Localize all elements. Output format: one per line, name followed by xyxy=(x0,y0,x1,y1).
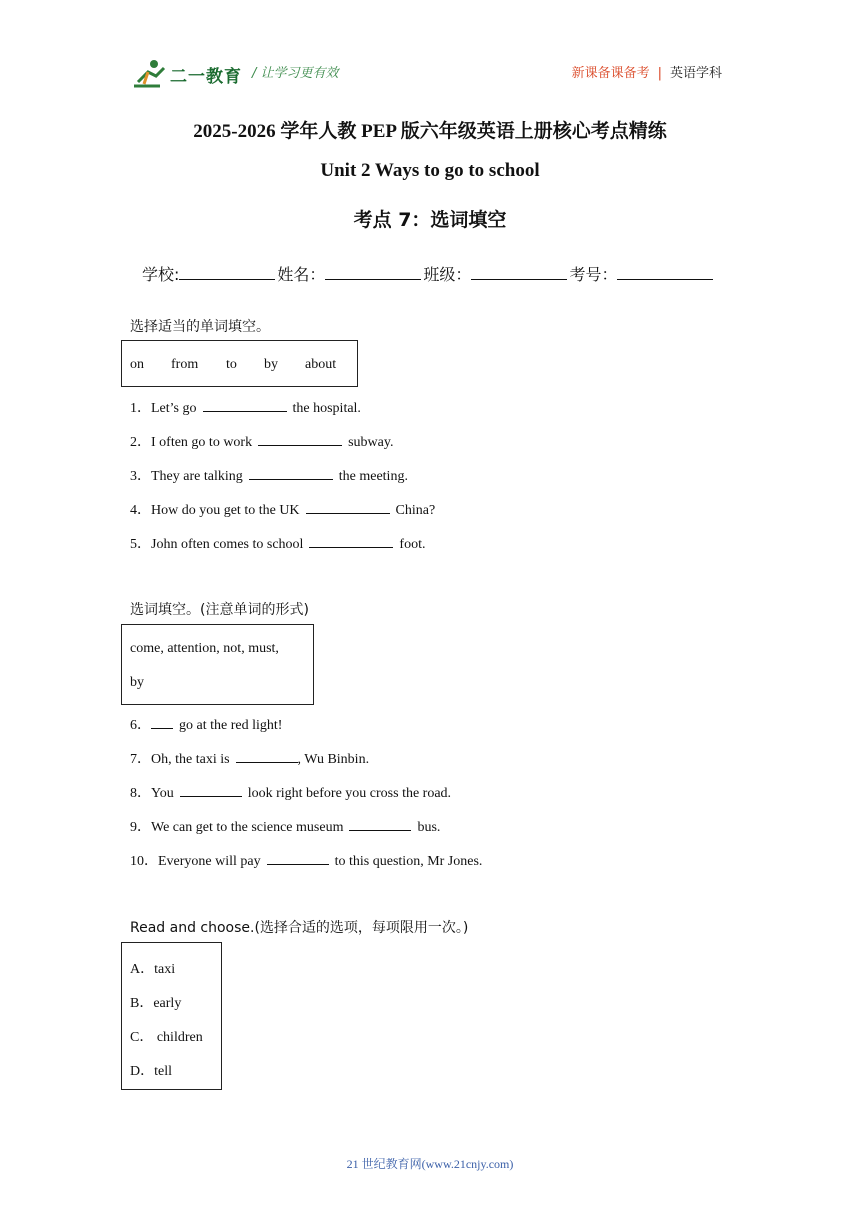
word-bank-item: on xyxy=(130,357,144,372)
school-label: 学校: xyxy=(142,265,180,284)
word-bank-1 xyxy=(121,340,358,387)
answer-blank[interactable] xyxy=(180,784,242,797)
logo-text: 二一教育 xyxy=(170,67,242,87)
page-title: 2025-2026 学年人教 PEP 版六年级英语上册核心考点精练 xyxy=(193,121,667,142)
header-subject-name: 英语学科 xyxy=(669,66,722,81)
class-label: 班级： xyxy=(423,265,472,284)
question-4: 4．How do you get to the UK China? xyxy=(130,503,436,518)
question-6: 6． go at the red light! xyxy=(130,718,283,733)
word-bank-item: to xyxy=(226,357,237,372)
unit-title: Unit 2 Ways to go to school xyxy=(320,160,540,181)
school-blank[interactable] xyxy=(179,263,275,280)
word-bank-item: by xyxy=(264,357,278,372)
answer-blank[interactable] xyxy=(258,433,342,446)
question-8: 8．You look right before you cross the road. xyxy=(130,786,452,801)
word-bank-line: come, attention, not, must, xyxy=(130,641,279,656)
answer-blank[interactable] xyxy=(267,852,329,865)
section1-instruction: 选择适当的单词填空。 xyxy=(130,319,270,335)
question-9: 9．We can get to the science museum bus. xyxy=(130,820,441,835)
answer-blank[interactable] xyxy=(249,467,333,480)
word-bank-line: by xyxy=(130,675,144,690)
question-10: 10．Everyone will pay to this question, Mr Jones. xyxy=(130,854,483,869)
question-5: 5．John often comes to school foot. xyxy=(130,537,426,552)
option-c: C． children xyxy=(130,1030,203,1045)
answer-blank[interactable] xyxy=(236,750,298,763)
word-bank-item: about xyxy=(305,357,337,372)
header-subject xyxy=(572,62,722,81)
header-separator: | xyxy=(657,66,662,81)
question-1: 1．Let’s go the hospital. xyxy=(130,401,361,416)
name-blank[interactable] xyxy=(325,263,421,280)
option-a: A．taxi xyxy=(130,962,176,977)
question-7: 7．Oh, the taxi is , Wu Binbin. xyxy=(130,752,370,767)
section2-instruction: 选词填空。(注意单词的形式) xyxy=(130,602,309,618)
class-blank[interactable] xyxy=(471,263,567,280)
student-info-line xyxy=(142,262,715,285)
answer-blank[interactable] xyxy=(203,399,287,412)
option-d: D．tell xyxy=(130,1064,172,1079)
section3-instruction: Read and choose.(选择合适的选项，每项限用一次。) xyxy=(130,920,469,936)
point-title: 考点 7：选词填空 xyxy=(353,209,507,231)
name-label: 姓名： xyxy=(277,265,326,284)
number-label: 考号： xyxy=(569,265,618,284)
question-3: 3．They are talking the meeting. xyxy=(130,469,408,484)
header-tag: 新课备课备考 xyxy=(571,66,650,81)
option-box xyxy=(121,942,222,1090)
answer-blank[interactable] xyxy=(349,818,411,831)
question-2: 2．I often go to work subway. xyxy=(130,435,394,450)
word-bank-item: from xyxy=(171,357,199,372)
slogan: / 让学习更有效 xyxy=(252,66,339,81)
answer-blank[interactable] xyxy=(306,501,390,514)
number-blank[interactable] xyxy=(617,263,713,280)
word-bank-2 xyxy=(121,624,314,705)
option-b: B．early xyxy=(130,996,182,1011)
page-footer: 21 世纪教育网(www.21cnjy.com) xyxy=(346,1157,514,1171)
answer-blank[interactable] xyxy=(151,716,173,729)
page-header xyxy=(0,0,860,100)
answer-blank[interactable] xyxy=(309,535,393,548)
